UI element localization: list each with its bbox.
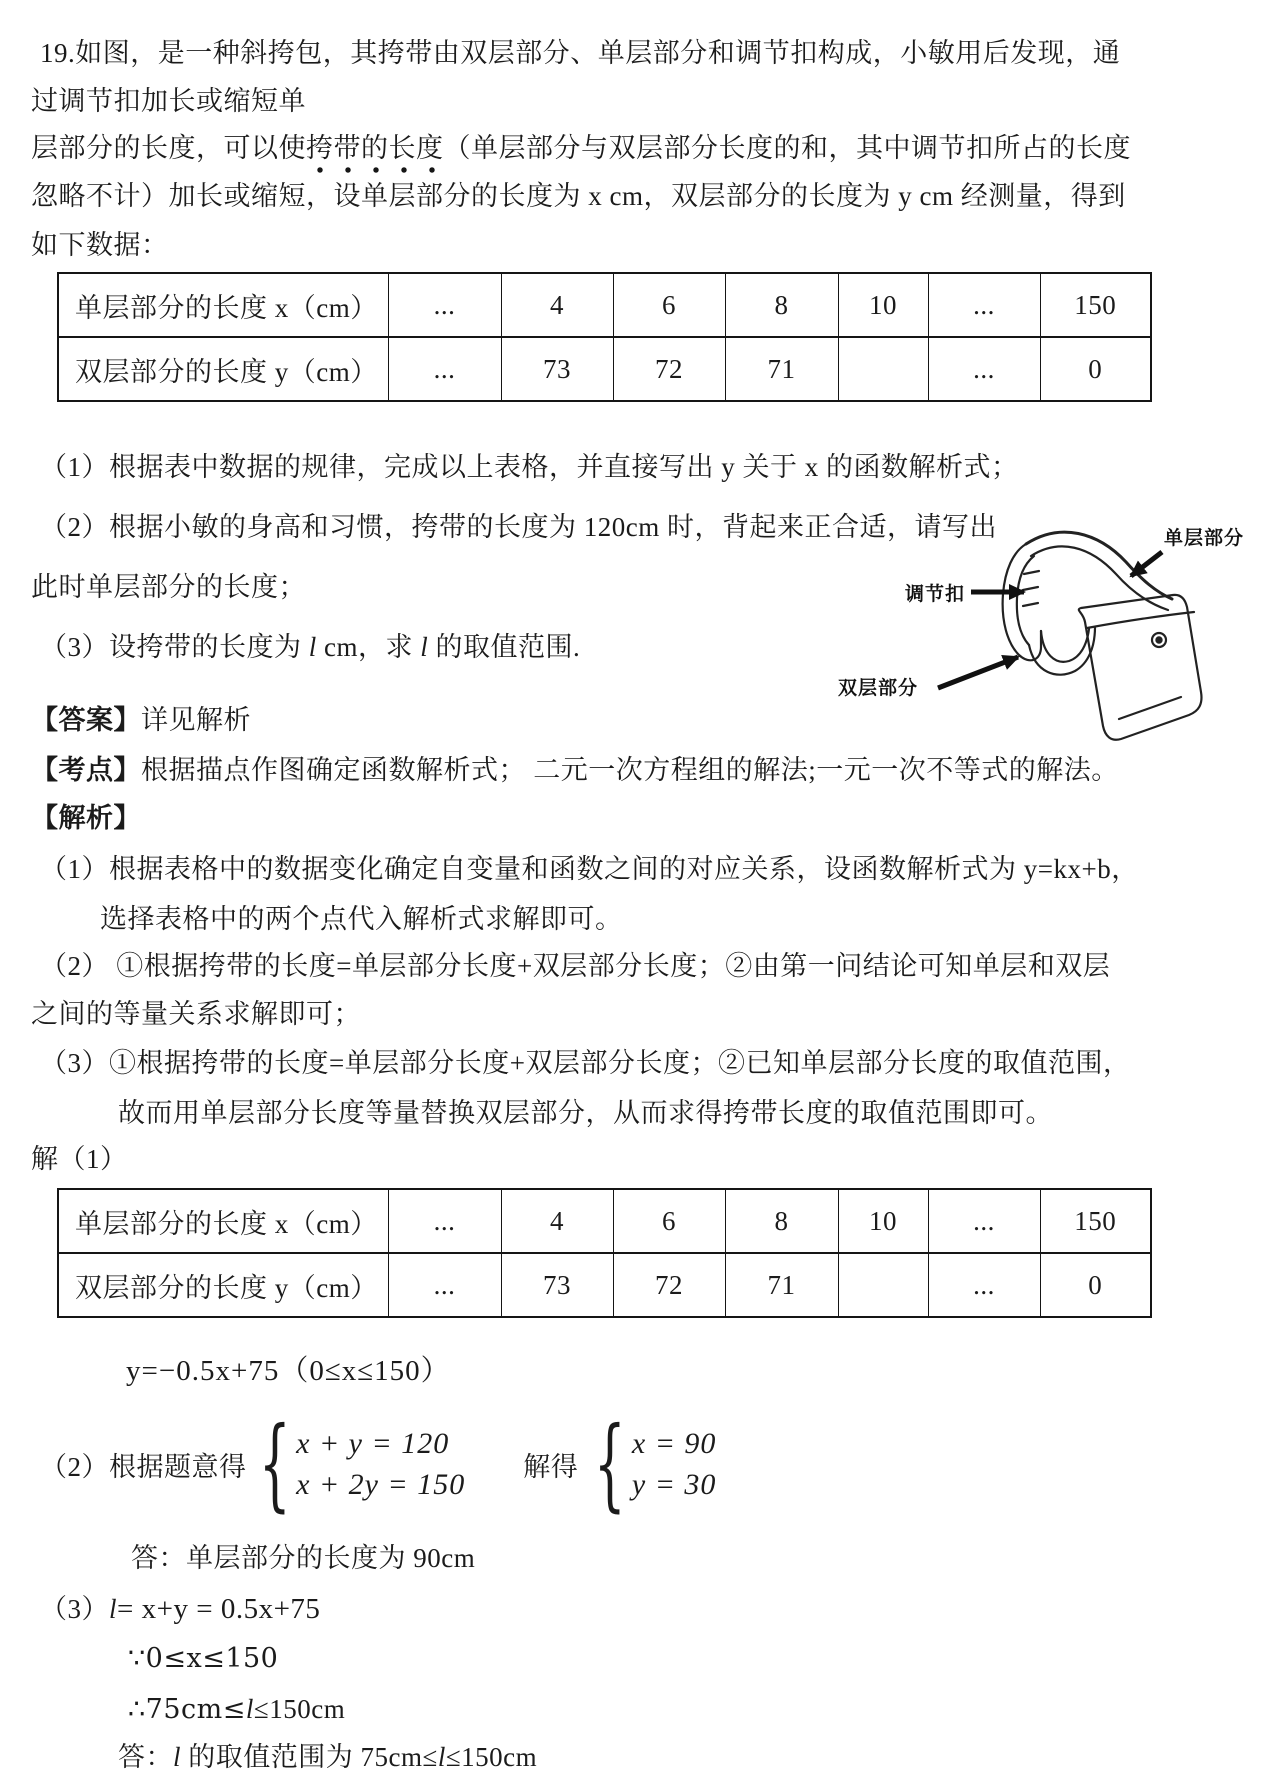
equation: x + 2y = 150 [296,1468,466,1501]
table-cell: ... [388,273,501,337]
table-row-x [58,1189,1151,1253]
figure-label-adjuster: 调节扣 [905,584,966,605]
solution-3-answer [118,1740,537,1774]
solution-2-answer: 答：单层部分的长度为 90cm [131,1543,476,1573]
table-cell: 双层部分的长度 y（cm） [58,1253,388,1317]
double-layer-arrow [938,657,1018,688]
table-cell: 150 [1040,1189,1151,1253]
question-1: （1）根据表中数据的规律，完成以上表格，并直接写出 y 关于 x 的函数解析式； [40,452,1019,482]
answer-label: 【答案】 [31,705,141,735]
table-cell: ... [388,1189,501,1253]
table-cell: ... [388,1253,501,1317]
table-cell: 0 [1040,337,1151,401]
table-cell: ... [928,1253,1040,1317]
table-row-y [58,1253,1151,1317]
table-cell: 双层部分的长度 y（cm） [58,337,388,401]
question-2-line-1: （2）根据小敏的身高和习惯，挎带的长度为 120cm 时，背起来正合适，请写出 [40,512,997,542]
q3-variable-l: l [308,632,317,662]
figure-label-double-layer: 双层部分 [838,678,919,699]
problem-statement-line-3 [31,131,1131,165]
analysis-1-line-1: （1）根据表格中的数据变化确定自变量和函数之间的对应关系，设函数解析式为 y=kx+b， [40,854,1139,884]
table-cell: ... [388,337,501,401]
solution-3-therefore [128,1692,345,1727]
table-cell [838,337,928,401]
s3-answer-text: ≤150cm [445,1742,538,1772]
solution-3-because: ∵0≤x≤150 [128,1643,279,1674]
table-cell: 72 [613,337,725,401]
table-cell: 0 [1040,1253,1151,1317]
table-cell: 4 [501,1189,613,1253]
table-row-y [58,337,1151,401]
table-cell: 8 [725,1189,838,1253]
s3-variable-l: l [437,1742,446,1772]
table-cell: 6 [613,1189,725,1253]
strap-data-table-problem [57,272,1152,402]
line3-pre-text: 层部分的长度，可以使 [31,133,306,163]
left-brace: { [258,1405,291,1522]
equation: x = 90 [631,1427,717,1460]
analysis-3-line-2: 故而用单层部分长度等量替换双层部分，从而求得挎带长度的取值范围即可。 [118,1098,1053,1128]
single-layer-arrow [1131,552,1162,576]
concepts-label: 【考点】 [31,755,141,785]
s3-answer-text: 的取值范围为 75cm≤ [181,1742,438,1772]
s3-text: = x+y = 0.5x+75 [117,1593,321,1625]
system-solve-label: 解得 [523,1451,579,1482]
table-cell: 10 [838,273,928,337]
system-prefix: （2）根据题意得 [40,1451,247,1482]
figure-label-single-layer: 单层部分 [1164,528,1245,549]
solution-heading: 解（1） [31,1144,128,1174]
problem-statement-line-1: 19.如图，是一种斜挎包，其挎带由双层部分、单层部分和调节扣构成，小敏用后发现，通 [40,38,1121,68]
analysis-3-line-1: （3）①根据挎带的长度=单层部分长度+双层部分长度；②已知单层部分长度的取值范围， [40,1048,1131,1078]
table-cell: 8 [725,273,838,337]
table-cell: 单层部分的长度 x（cm） [58,273,388,337]
s3-variable-l: l [245,1694,254,1724]
table-cell: 73 [501,337,613,401]
table-cell: 4 [501,273,613,337]
q3-text: 的取值范围. [428,632,581,662]
concepts-line [31,753,1119,787]
s3-variable-l: l [173,1742,182,1772]
table-cell: 150 [1040,273,1151,337]
q3-text: （3）设挎带的长度为 [40,632,309,662]
s3-therefore-text: ∴75cm≤ [128,1694,246,1725]
table-cell: 73 [501,1253,613,1317]
analysis-label: 【解析】 [31,803,141,833]
system-2-solutions [632,1427,717,1501]
problem-statement-line-4: 忽略不计）加长或缩短，设单层部分的长度为 x cm，双层部分的长度为 y cm 经测量，得到 [31,181,1126,211]
table-cell: 10 [838,1189,928,1253]
analysis-2-line-2: 之间的等量关系求解即可； [31,999,361,1029]
s3-therefore-text: ≤150cm [253,1694,346,1724]
table-cell: ... [928,273,1040,337]
s3-variable-l: l [109,1594,118,1624]
analysis-1-line-2: 选择表格中的两个点代入解析式求解即可。 [100,904,623,934]
answer-line [31,703,251,737]
strap-data-table-solution [57,1188,1152,1318]
system-1-equations [296,1427,465,1501]
bag-sketch [1003,532,1202,740]
bag-figure [828,512,1280,747]
line3-emphasized-text: 挎带的长度 [306,133,444,174]
q3-variable-l: l [420,632,429,662]
s3-text: （3） [40,1594,109,1624]
answer-text: 详见解析 [141,705,251,735]
equation: y = 30 [631,1468,717,1501]
table-cell: 71 [725,337,838,401]
solution-function-formula: y=−0.5x+75（0≤x≤150） [126,1355,451,1387]
table-cell: 单层部分的长度 x（cm） [58,1189,388,1253]
problem-statement-line-5: 如下数据： [31,230,169,260]
table-cell [838,1253,928,1317]
table-cell: ... [928,1189,1040,1253]
table-cell: 6 [613,273,725,337]
q3-text: cm，求 [316,632,421,662]
table-cell: 71 [725,1253,838,1317]
problem-statement-line-2: 过调节扣加长或缩短单 [31,86,306,116]
analysis-2-line-1: （2） ①根据挎带的长度=单层部分长度+双层部分长度；②由第一问结论可知单层和双层 [40,951,1111,981]
left-brace: { [594,1405,626,1522]
s3-answer-text: 答： [118,1742,173,1772]
concepts-text: 根据描点作图确定函数解析式； 二元一次方程组的解法;一元一次不等式的解法。 [141,755,1119,785]
table-cell: 72 [613,1253,725,1317]
question-3 [40,630,580,664]
table-cell: ... [928,337,1040,401]
line3-post-text: （单层部分与双层部分长度的和，其中调节扣所占的长度 [443,133,1131,163]
table-row-x [58,273,1151,337]
solution-3-formula [40,1592,320,1626]
equation: x + y = 120 [296,1427,450,1460]
question-2-line-2: 此时单层部分的长度； [31,572,306,602]
solution-equation-system [40,1405,717,1522]
